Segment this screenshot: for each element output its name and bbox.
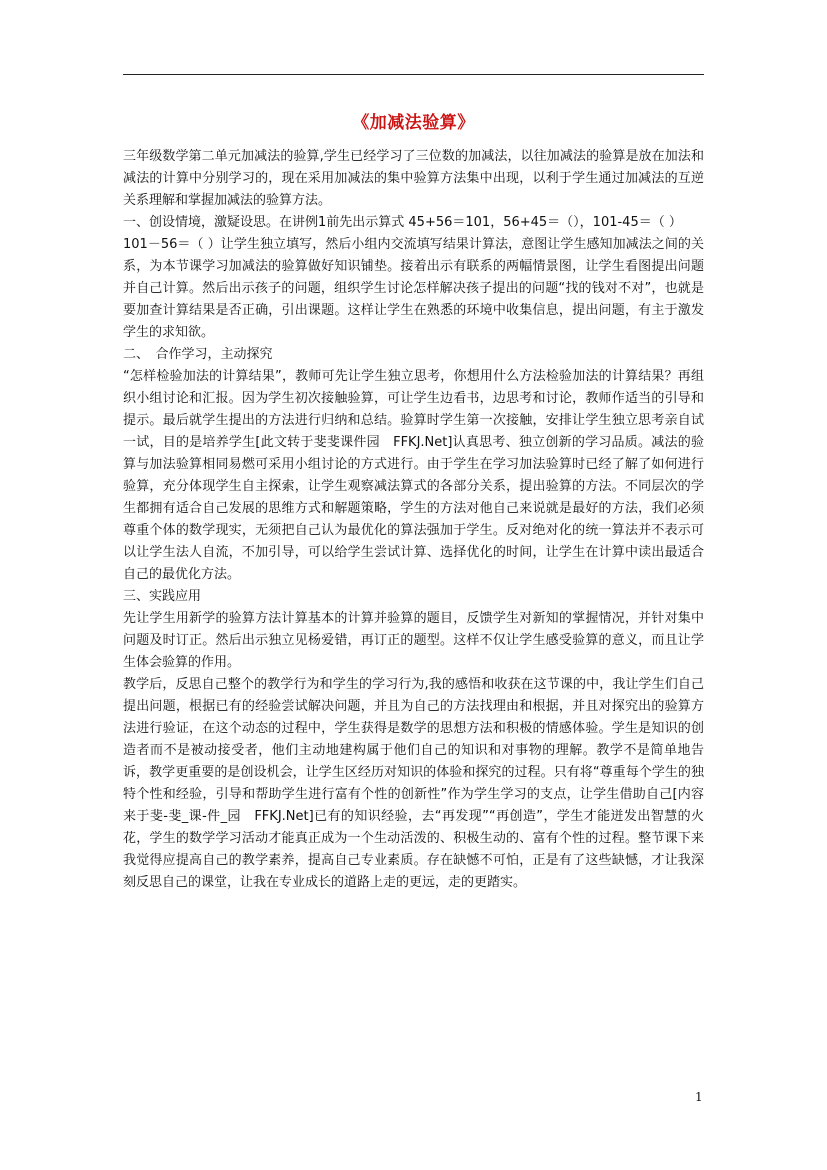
header-rule bbox=[123, 74, 704, 75]
paragraph-section-3-body: 先让学生用新学的验算方法计算基本的计算并验算的题目，反馈学生对新知的掌握情况，并针对集中问题及时订正。然后出示独立见杨爱错，再订正的题型。这样不仅让学生感受验算的意义，而且让学生体会验算的作用。 bbox=[123, 611, 704, 670]
paragraph-section-1-body: 101－56＝（ ）让学生独立填写，然后小组内交流填写结果计算法，意图让学生感知加减法之间的关系，为本节课学习加减法的验算做好知识铺垫。接着出示有联系的两幅情景图，让学生看图提出问题并自己计算。然后出示孩子的问题，组织学生讨论怎样解决孩子提出的问题“找的钱对不对”，也就是要加查计算结果是否正确，引出课题。这样让学生在熟悉的环境中收集信息，提出问题，有主于激发学生的求知欲。 bbox=[123, 237, 704, 340]
paragraph-intro: 三年级数学第二单元加减法的验算,学生已经学习了三位数的加减法，以往加减法的验算是放在加法和减法的计算中分别学习的，现在采用加减法的集中验算方法集中出现，以利于学生通过加减法的互逆关系理解和掌握加减法的验算方法。 bbox=[123, 149, 704, 208]
paragraph-section-1-heading: 一、创设情境，激疑设思。在讲例1前先出示算式 45+56＝101，56+45＝（），101-45＝（ ） bbox=[123, 215, 682, 230]
document-body bbox=[123, 146, 704, 894]
paragraph-section-2-body: “怎样检验加法的计算结果”，教师可先让学生独立思考，你想用什么方法检验加法的计算结果？再组织小组讨论和汇报。因为学生初次接触验算，可让学生边看书，边思考和讨论，教师作适当的引导和提示。最后就学生提出的方法进行归纳和总结。验算时学生第一次接触，安排让学生独立思考亲自试一试，目的是培养学生[此文转于斐斐课件园 FFKJ.Net]认真思考、独立创新的学习品质。减法的验算与加法验算相同易燃可采用小组讨论的方式进行。由于学生在学习加法验算时已经了解了如何进行验算，充分体现学生自主探索，让学生观察减法算式的各部分关系，提出验算的方法。不同层次的学生都拥有适合自己发展的思维方式和解题策略，学生的方法对他自己来说就是最好的方法，我们必须尊重个体的数学现实，无须把自己认为最优化的算法强加于学生。反对绝对化的统一算法并不表示可以让学生法人自流，不加引导，可以给学生尝试计算、选择优化的时间，让学生在计算中读出最适合自己的最优化方法。 bbox=[123, 369, 704, 582]
page-number: 1 bbox=[695, 1090, 703, 1104]
document-title: 《加减法验算》 bbox=[352, 113, 475, 133]
paragraph-section-2-heading: 二、 合作学习，主动探究 bbox=[123, 347, 273, 362]
paragraph-section-3-heading: 三、实践应用 bbox=[123, 589, 202, 604]
paragraph-reflection: 教学后，反思自己整个的教学行为和学生的学习行为,我的感悟和收获在这节课的中，我让学生们自己提出问题，根据已有的经验尝试解决问题，并且为自己的方法找理由和根据，并且对探究出的验算方法进行验证，在这个动态的过程中，学生获得是数学的思想方法和积极的情感体验。学生是知识的创造者而不是被动接受者，他们主动地建构属于他们自己的知识和对事物的理解。教学不是简单地告诉，教学更重要的是创设机会，让学生区经历对知识的体验和探究的过程。只有将“尊重每个学生的独特个性和经验，引导和帮助学生进行富有个性的创新性”作为学生学习的支点，让学生借助自己[内容来于斐-斐_课-件_园 FFKJ.Net]已有的知识经验，去“再发现”“再创造”，学生才能迸发出智慧的火花，学生的数学学习活动才能真正成为一个生动活泼的、积极生动的、富有个性的过程。整节课下来我觉得应提高自己的教学素养，提高自己专业素质。存在缺憾不可怕，正是有了这些缺憾，才让我深刻反思自己的课堂，让我在专业成长的道路上走的更远，走的更踏实。 bbox=[123, 677, 704, 890]
